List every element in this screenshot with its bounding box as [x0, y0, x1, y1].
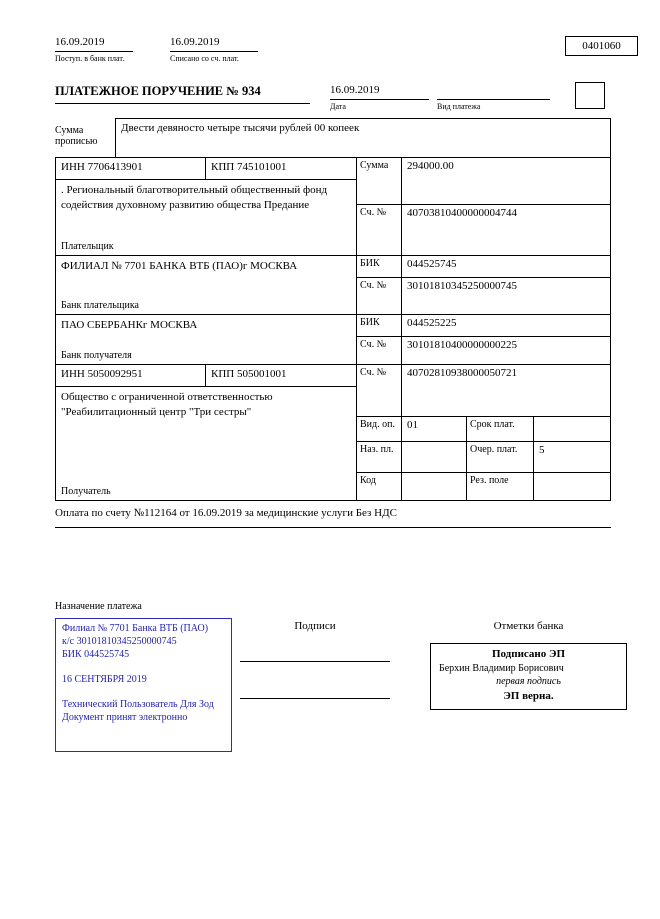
electronic-signature-stamp	[430, 643, 627, 710]
payer-bank-label: Банк плательщика	[61, 300, 139, 311]
rez-pole-label: Рез. поле	[467, 473, 534, 500]
payee-kpp: КПП 505001001	[211, 368, 287, 380]
debited-date-label: Списано со сч. плат.	[170, 54, 239, 63]
payee-name: Общество с ограниченной ответственностью "Реабилитационный центр "Три сестры"	[61, 391, 273, 418]
payee-bank-account-label: Сч. №	[357, 337, 402, 364]
amount-words-label: Сумма прописью	[55, 125, 98, 147]
bank-stamp-line: 16 СЕНТЯБРЯ 2019	[62, 674, 147, 685]
payer-account-value: 40703810400000004744	[407, 207, 517, 219]
amount-words-value: Двести девяносто четыре тысячи рублей 00 копеек	[115, 118, 610, 157]
document-title: ПЛАТЕЖНОЕ ПОРУЧЕНИЕ № 934	[55, 84, 310, 104]
payee-bank-bik-row	[357, 315, 610, 337]
document-date: 16.09.2019	[330, 84, 429, 100]
ocher-plat-value: 5	[539, 444, 545, 456]
srok-plat-label: Срок плат.	[467, 417, 534, 441]
ocher-plat-label: Очер. плат.	[467, 442, 534, 472]
payer-kpp: КПП 745101001	[211, 161, 287, 173]
bank-stamp-line: Филиал № 7701 Банка ВТБ (ПАО)	[62, 623, 209, 634]
bank-stamp-line: Технический Пользователь Для Зод	[62, 699, 214, 710]
payee-bank-cell	[56, 315, 356, 365]
table-right-column	[356, 158, 610, 500]
payer-inn-kpp-row	[56, 158, 356, 180]
payee-bank-bik-value: 044525225	[407, 317, 457, 329]
kod-value	[402, 473, 467, 500]
bank-marks-header: Отметки банка	[493, 620, 564, 632]
naz-pl-row	[357, 442, 610, 473]
ep-valid-label: ЭП верна.	[503, 689, 554, 702]
payment-purpose-text: Оплата по счету №112164 от 16.09.2019 за медицинские услуги Без НДС	[55, 503, 611, 528]
table-body	[55, 158, 610, 501]
payee-inn-kpp-row	[56, 365, 356, 387]
srok-plat-value	[534, 417, 610, 441]
payer-account-row	[357, 205, 610, 256]
vid-op-row	[357, 417, 610, 442]
sum-value: 294000.00	[407, 160, 454, 172]
payer-bank-account-value: 30101810345250000745	[407, 280, 517, 292]
payee-bank-label: Банк получателя	[61, 350, 132, 361]
payee-cell	[56, 387, 356, 500]
vid-op-label: Вид. оп.	[357, 417, 402, 441]
payment-purpose-label: Назначение платежа	[55, 601, 142, 612]
document-date-block	[330, 84, 429, 111]
payment-order-table	[55, 118, 611, 501]
payment-type-label: Вид платежа	[437, 102, 481, 111]
payee-account-label: Сч. №	[357, 365, 402, 416]
document-date-label: Дата	[330, 102, 346, 111]
signature-line-1	[240, 646, 390, 662]
payer-bank-name: ФИЛИАЛ № 7701 БАНКА ВТБ (ПАО)г МОСКВА	[61, 260, 298, 272]
bank-stamp-line: к/с 30101810345250000745	[62, 636, 177, 647]
payer-label: Плательщик	[61, 241, 114, 252]
debited-date-block	[170, 36, 258, 63]
order-kind-box	[575, 82, 605, 109]
bank-stamp-line: Документ принят электронно	[62, 712, 188, 723]
kod-label: Код	[357, 473, 402, 500]
ep-first-signature-label: первая подпись	[496, 676, 561, 688]
rez-pole-value	[534, 473, 610, 500]
payment-type-block	[437, 84, 550, 111]
signature-line-2	[240, 683, 390, 699]
table-left-column	[56, 158, 356, 500]
payer-bank-cell	[56, 256, 356, 315]
payment-type-value	[437, 84, 550, 100]
ep-signer-name: Берхин Владимир Борисович	[439, 662, 564, 674]
vid-op-value: 01	[402, 417, 467, 441]
bank-stamp-line: БИК 044525745	[62, 649, 130, 660]
payee-bank-name: ПАО СБЕРБАНКг МОСКВА	[61, 319, 198, 331]
payee-inn: ИНН 5050092951	[56, 365, 206, 386]
naz-pl-label: Наз. пл.	[357, 442, 402, 472]
amount-words-row	[55, 118, 610, 158]
bank-electronic-stamp	[55, 618, 232, 752]
payee-bank-bik-label: БИК	[357, 315, 402, 336]
payer-account-label: Сч. №	[357, 205, 402, 255]
payee-bank-account-row	[357, 337, 610, 365]
payer-inn: ИНН 7706413901	[56, 158, 206, 179]
form-code-box	[565, 36, 638, 56]
payer-name: . Региональный благотворительный общественный фонд содействия духовному развитию общества Предание	[61, 184, 328, 211]
ep-signed-label: Подписано ЭП	[491, 648, 566, 660]
sum-label: Сумма	[357, 158, 402, 204]
payee-label: Получатель	[61, 486, 111, 497]
payee-account-row	[357, 365, 610, 417]
payer-bank-bik-row	[357, 256, 610, 278]
sum-row	[357, 158, 610, 205]
kod-row	[357, 473, 610, 500]
payer-bank-account-label: Сч. №	[357, 278, 402, 314]
payer-bank-account-row	[357, 278, 610, 315]
received-date-label: Поступ. в банк плат.	[55, 54, 125, 63]
payer-bank-bik-label: БИК	[357, 256, 402, 277]
form-code: 0401060	[582, 40, 621, 52]
naz-pl-value	[402, 442, 467, 472]
payer-cell	[56, 180, 356, 256]
received-date: 16.09.2019	[55, 36, 133, 52]
payee-account-value: 40702810938000050721	[407, 367, 517, 379]
received-date-block	[55, 36, 133, 63]
debited-date: 16.09.2019	[170, 36, 258, 52]
payer-bank-bik-value: 044525745	[407, 258, 457, 270]
payee-bank-account-value: 30101810400000000225	[407, 339, 517, 351]
signatures-header: Подписи	[294, 620, 336, 632]
